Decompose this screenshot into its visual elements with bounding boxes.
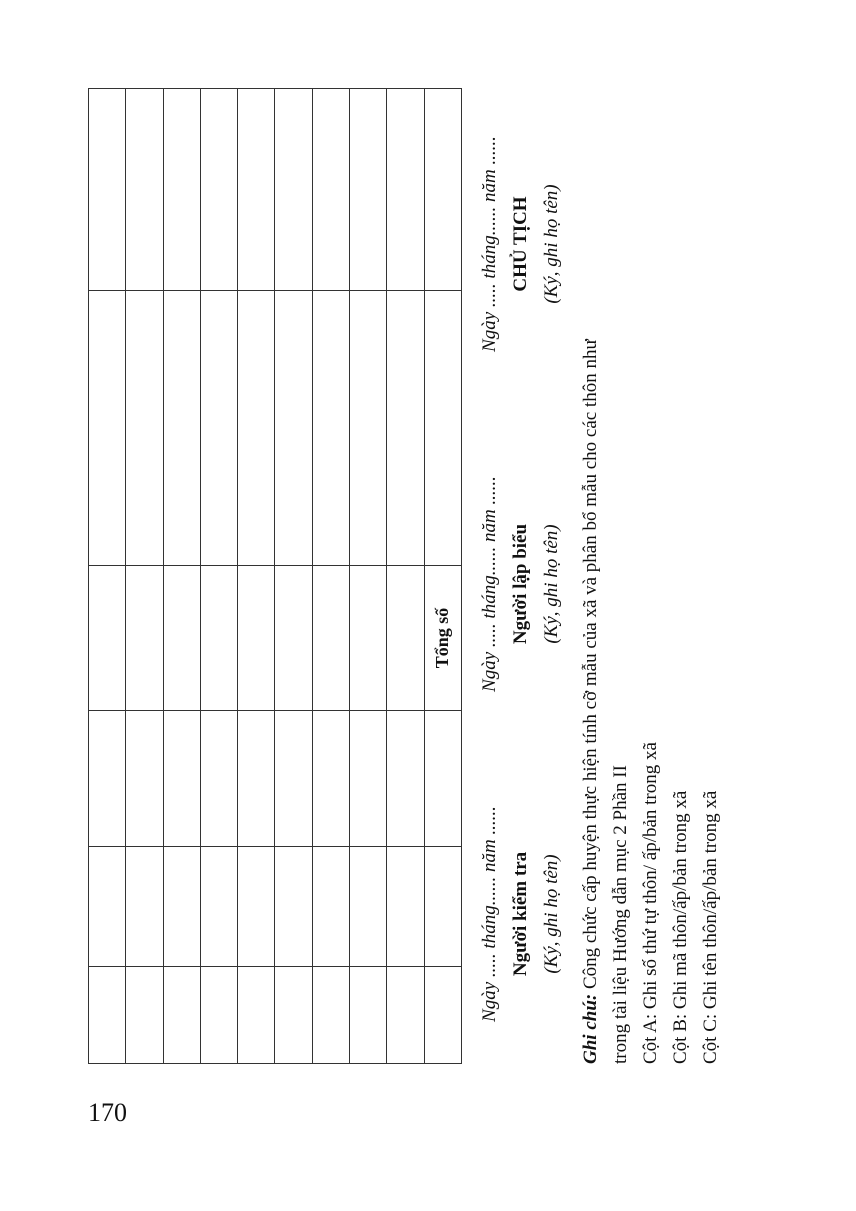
table-cell	[275, 847, 312, 967]
note-block	[576, 89, 726, 1064]
table-row	[126, 89, 163, 1064]
table-cell	[312, 847, 349, 967]
table-cell	[126, 566, 163, 711]
table-cell	[89, 847, 126, 967]
table-cell	[163, 711, 200, 847]
table-row	[200, 89, 237, 1064]
table-cell	[126, 291, 163, 566]
table-cell	[238, 89, 275, 291]
table-cell	[312, 967, 349, 1064]
signature-role: Người kiểm tra	[510, 851, 531, 977]
signature-date: Ngày ..... tháng...... năm ......	[479, 806, 500, 1022]
table-cell	[387, 711, 424, 847]
note-column-b: Cột B: Ghi mã thôn/ấp/bản trong xã	[670, 790, 691, 1064]
table-cell	[424, 291, 461, 566]
note-label: Ghi chú:	[580, 993, 601, 1064]
signature-role: CHỦ TỊCH	[510, 196, 531, 292]
table-cell	[312, 291, 349, 566]
signature-preparer	[474, 434, 567, 734]
table-cell	[89, 711, 126, 847]
table-cell	[350, 291, 387, 566]
table-row	[350, 89, 387, 1064]
table-cell	[350, 711, 387, 847]
table-row	[89, 89, 126, 1064]
signature-inspector	[474, 764, 567, 1064]
table-cell	[275, 967, 312, 1064]
table-cell	[424, 967, 461, 1064]
table-cell	[387, 847, 424, 967]
table-cell	[387, 291, 424, 566]
signature-hint: (Ký, ghi họ tên)	[541, 524, 562, 644]
signature-role: Người lập biểu	[510, 523, 531, 645]
note-line	[576, 89, 606, 1064]
table-cell	[200, 291, 237, 566]
table-cell	[350, 89, 387, 291]
signature-hint: (Ký, ghi họ tên)	[541, 184, 562, 304]
table-row	[275, 89, 312, 1064]
table-cell	[89, 967, 126, 1064]
table-cell	[89, 291, 126, 566]
note-continuation: trong tài liệu Hướng dẫn mục 2 Phần II	[610, 765, 631, 1064]
table-cell	[238, 291, 275, 566]
rotated-form	[88, 89, 721, 1064]
table-cell	[275, 566, 312, 711]
table-cell	[387, 566, 424, 711]
table-row	[238, 89, 275, 1064]
note-text: Công chức cấp huyện thực hiện tính cỡ mẫu của xã và phân bổ mẫu cho các thôn như	[580, 339, 601, 994]
table-cell	[200, 847, 237, 967]
table-cell	[200, 967, 237, 1064]
signature-date: Ngày ..... tháng...... năm ......	[479, 476, 500, 692]
table-cell	[126, 967, 163, 1064]
table-cell	[163, 967, 200, 1064]
table-cell	[163, 566, 200, 711]
table-row	[387, 89, 424, 1064]
table-cell	[387, 89, 424, 291]
page-number: 170	[88, 1098, 127, 1127]
signature-chairman	[474, 89, 567, 399]
table-cell	[126, 89, 163, 291]
table-cell	[424, 847, 461, 967]
table-cell	[387, 967, 424, 1064]
signature-date: Ngày ..... tháng...... năm ......	[479, 136, 500, 352]
table-cell	[312, 566, 349, 711]
data-table	[88, 88, 462, 1064]
total-row	[424, 89, 461, 1064]
table-cell	[163, 847, 200, 967]
table-cell	[275, 291, 312, 566]
table-cell	[275, 89, 312, 291]
table-cell	[200, 711, 237, 847]
table-row	[312, 89, 349, 1064]
table-cell	[275, 711, 312, 847]
table-cell	[312, 711, 349, 847]
note-column-c: Cột C: Ghi tên thôn/ấp/bản trong xã	[700, 790, 721, 1064]
table-cell	[424, 89, 461, 291]
table-cell	[350, 967, 387, 1064]
note-column-a: Cột A: Ghi số thứ tự thôn/ ấp/bản trong xã	[640, 742, 661, 1064]
table-cell	[238, 967, 275, 1064]
table-cell	[89, 566, 126, 711]
table-cell	[126, 847, 163, 967]
table-cell	[238, 566, 275, 711]
table-cell	[350, 566, 387, 711]
signature-hint: (Ký, ghi họ tên)	[541, 854, 562, 974]
table-cell	[312, 89, 349, 291]
table-cell	[163, 89, 200, 291]
table-cell	[238, 847, 275, 967]
total-label: Tổng số	[424, 566, 461, 711]
table-cell	[200, 89, 237, 291]
table-cell	[163, 291, 200, 566]
table-cell	[126, 711, 163, 847]
table-cell	[238, 711, 275, 847]
table-row	[163, 89, 200, 1064]
table-cell	[200, 566, 237, 711]
table-cell	[89, 89, 126, 291]
table-cell	[424, 711, 461, 847]
table-body	[89, 89, 462, 1064]
table-cell	[350, 847, 387, 967]
